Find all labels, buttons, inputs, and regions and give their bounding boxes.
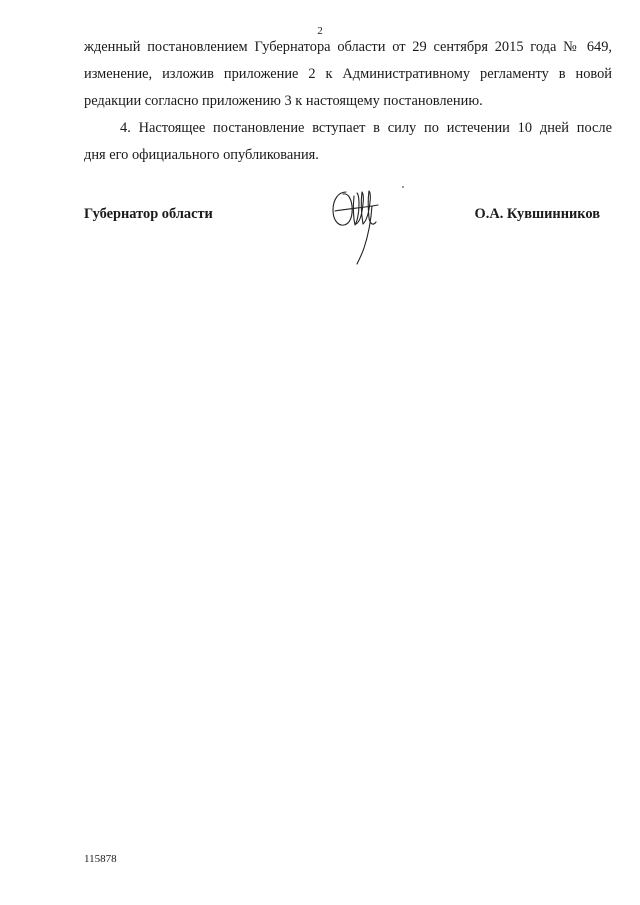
page-number: 2 bbox=[317, 25, 323, 37]
paragraph-line: редакции согласно приложению 3 к настоящему постановлению. bbox=[84, 93, 483, 109]
paragraph-line: 4. Настоящее постановление вступает в силу по истечении 10 дней после bbox=[120, 120, 612, 136]
scan-speck bbox=[402, 186, 404, 188]
paragraph-effective-date bbox=[84, 115, 612, 169]
paragraph-line: жденный постановлением Губернатора области от 29 сентября 2015 года № 649, bbox=[84, 39, 612, 55]
paragraph-line: изменение, изложив приложение 2 к Административному регламенту в новой bbox=[84, 66, 612, 82]
handwritten-signature-icon bbox=[326, 184, 386, 266]
signatory-role: Губернатор области bbox=[84, 206, 213, 222]
paragraph-amendment bbox=[84, 34, 612, 115]
document-code: 115878 bbox=[84, 853, 117, 865]
signatory-name: О.А. Кувшинников bbox=[474, 206, 600, 222]
paragraph-line: дня его официального опубликования. bbox=[84, 147, 319, 163]
